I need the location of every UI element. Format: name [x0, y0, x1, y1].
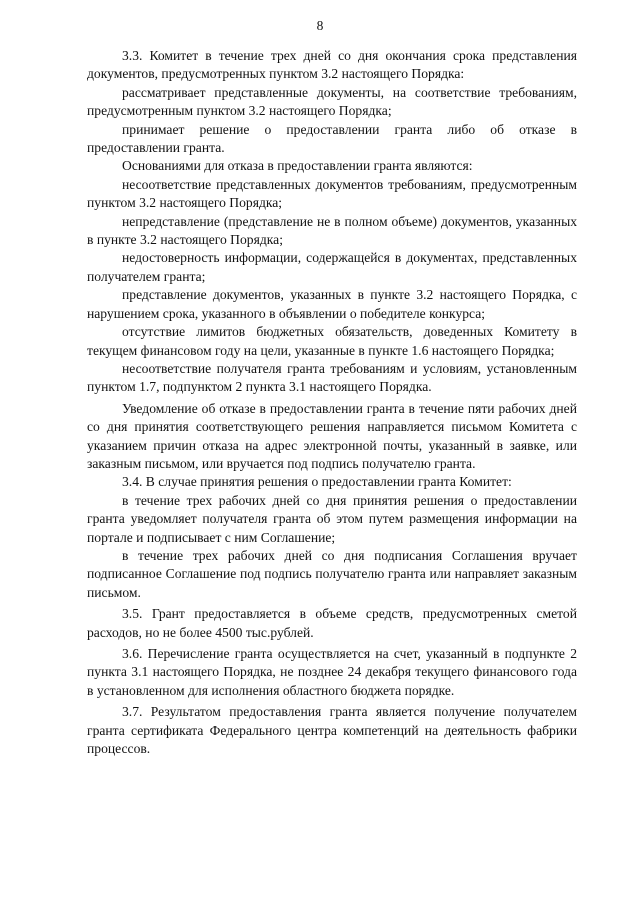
paragraph-refusal-notice: Уведомление об отказе в предоставлении гранта в течение пяти рабочих дней со дня принятия соответствующего решения направляется письмом Комитета с указанием причин отказа на адрес электронной почты, указанный в заявке, или заказным письмом, или вручается под подпись получателю гранта.	[87, 400, 577, 471]
paragraph-noncompliance-documents: несоответствие представленных документов требованиям, предусмотренным пунктом 3.2 настоящего Порядка;	[87, 176, 577, 211]
page-number: 8	[316, 18, 324, 33]
paragraph-3-4: 3.4. В случае принятия решения о предоставлении гранта Комитет:	[122, 474, 512, 490]
paragraph-deliver-agreement: в течение трех рабочих дней со дня подписания Соглашения вручает подписанное Соглашение под подпись получателю гранта или направляет заказным письмом.	[87, 547, 577, 600]
paragraph-consider-documents: рассматривает представленные документы, на соответствие требованиям, предусмотренным пунктом 3.2 настоящего Порядка;	[87, 84, 577, 119]
paragraph-nonsubmission: непредставление (представление не в полном объеме) документов, указанных в пункте 3.2 настоящего Порядка;	[87, 213, 577, 248]
paragraph-late-submission: представление документов, указанных в пункте 3.2 настоящего Порядка, с нарушением срока, указанного в объявлении о победителе конкурса;	[87, 287, 577, 321]
paragraph-3-6: 3.6. Перечисление гранта осуществляется на счет, указанный в подпункте 2 пункта 3.1 настоящего Порядка, не позднее 24 декабря текущего финансового года в установленном для исполнения областного бюджета порядке.	[87, 646, 577, 698]
paragraph-notify-recipient: в течение трех рабочих дней со дня принятия решения о предоставлении гранта уведомляет получателя гранта об этом путем размещения информации на портале и подписывает с ним Соглашение;	[87, 492, 577, 545]
paragraph-3-7: 3.7. Результатом предоставления гранта является получение получателем гранта сертификата Федерального центра компетенций на деятельность фабрики процессов.	[87, 704, 577, 757]
paragraph-unreliable-info: недостоверность информации, содержащейся в документах, представленных получателем гранта;	[87, 250, 577, 284]
paragraph-make-decision: принимает решение о предоставлении гранта либо об отказе в предоставлении гранта.	[87, 121, 577, 156]
document-body	[87, 47, 577, 758]
paragraph-refusal-grounds: Основаниями для отказа в предоставлении гранта являются:	[122, 158, 473, 174]
paragraph-no-budget-limits: отсутствие лимитов бюджетных обязательств, доведенных Комитету в текущем финансовом году на цели, указанные в пункте 1.6 настоящего Порядка;	[87, 324, 577, 358]
paragraph-3-5: 3.5. Грант предоставляется в объеме средств, предусмотренных сметой расходов, но не более 4500 тыс.рублей.	[87, 606, 577, 640]
paragraph-3-3: 3.3. Комитет в течение трех дней со дня окончания срока представления документов, предусмотренных пунктом 3.2 настоящего Порядка:	[87, 48, 577, 82]
paragraph-recipient-noncompliance: несоответствие получателя гранта требованиям и условиям, установленным пунктом 1.7, подпунктом 2 пункта 3.1 настоящего Порядка.	[87, 360, 577, 395]
